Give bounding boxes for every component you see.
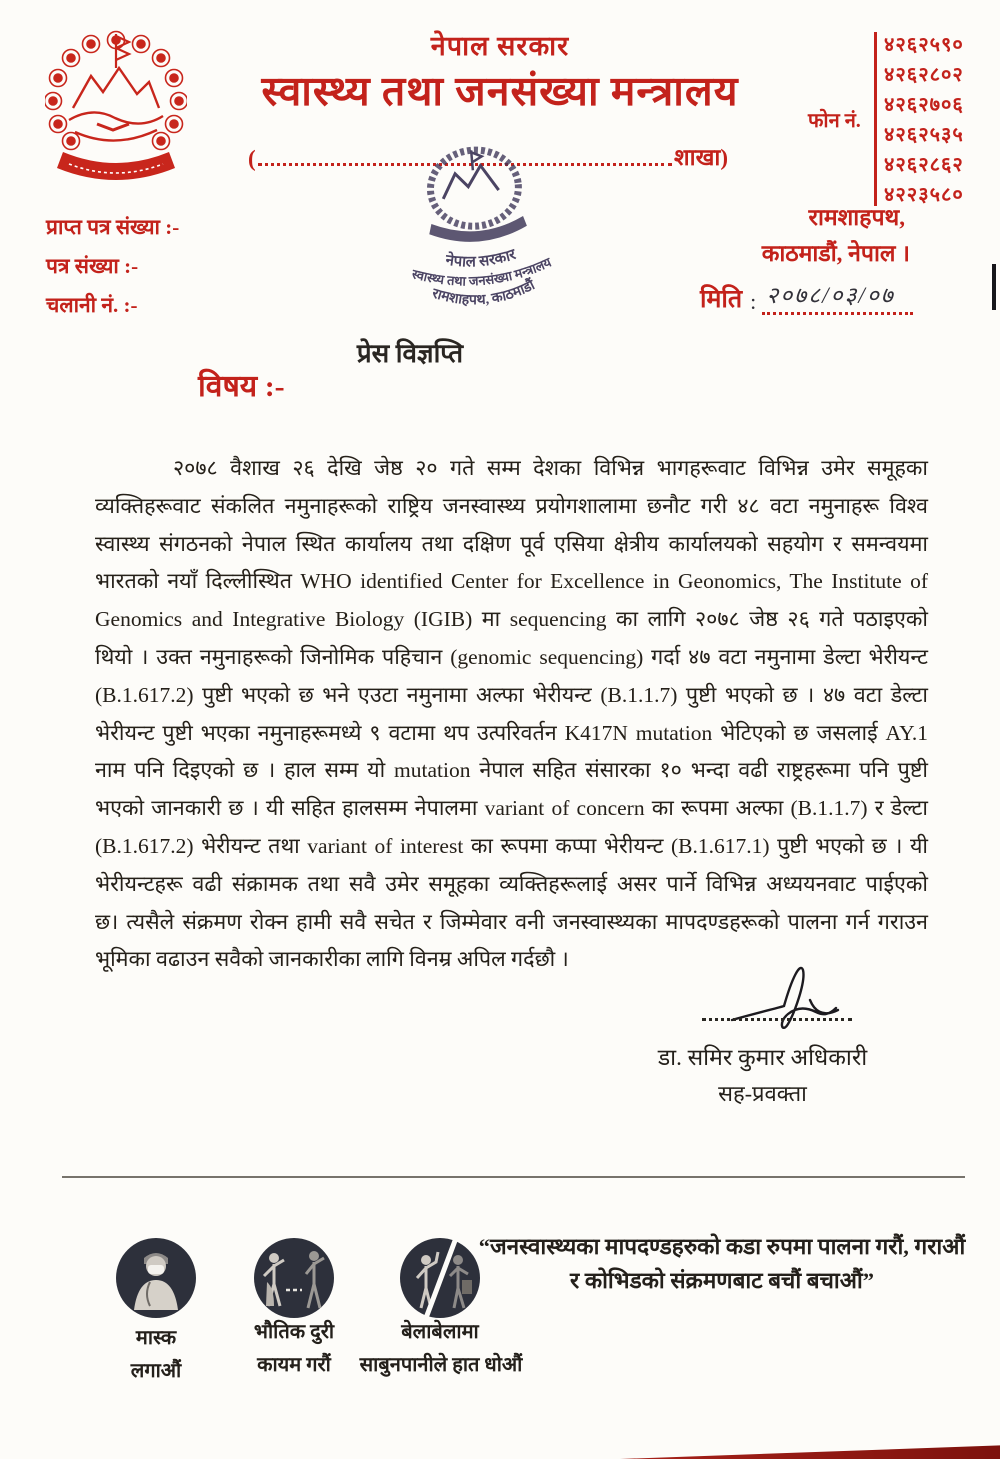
- mask-icon: [114, 1236, 198, 1320]
- stamp-line-1: नेपाल सरकार: [444, 246, 518, 271]
- signatory-name: डा. समिर कुमार अधिकारी: [657, 1045, 868, 1070]
- phone-number-list: [884, 30, 964, 210]
- covid-slogan-line1: “जनस्वास्थ्यका मापदण्डहरुको कडा रुपमा पालना गरौं, गराऔं: [478, 1234, 966, 1259]
- press-release-title: प्रेस विज्ञप्ति: [356, 339, 464, 368]
- body-line: भूमिका वढाउन सवैको जानकारीका लागि विनम्र अपिल गर्दछौ ।: [95, 947, 569, 972]
- footer-divider: [62, 1176, 965, 1178]
- phone-number: ४२६२७०६: [884, 94, 964, 116]
- ministry-name: स्वास्थ्य तथा जनसंख्या मन्त्रालय: [261, 68, 739, 114]
- signatory-designation: सह-प्रवक्ता: [718, 1081, 807, 1106]
- mask-caption: [96, 1322, 216, 1388]
- government-name: नेपाल सरकार: [430, 31, 570, 61]
- branch-open-paren: (: [248, 146, 256, 171]
- caption-line: मास्क: [135, 1327, 177, 1349]
- body-line: छ। त्यसैले संक्रमण रोक्न हामी सवै सचेत र जिम्मेवार वनी जनस्वास्थ्यका मापदण्डहरूको पालना गर्न गराउन: [95, 909, 928, 934]
- handwash-caption-line1: बेलाबेलामा: [401, 1321, 479, 1343]
- body-line: (B.1.617.2) पुष्टी भएको छ भने एउटा नमुनामा अल्फा भेरीयन्ट (B.1.1.7) पुष्टी भएको छ । ४७ वटा डेल्टा: [95, 682, 928, 707]
- caption-line: भौतिक दुरी: [253, 1321, 335, 1343]
- ministry-stamp: [372, 128, 583, 330]
- caption-line: कायम गरौं: [257, 1354, 331, 1376]
- body-line: २०७८ वैशाख २६ देखि जेष्ठ २० गते सम्म देशका विभिन्न भागहरूवाट विभिन्न उमेर समूहका: [173, 456, 928, 480]
- covid-slogan-line2: र कोभिडको संक्रमणबाट बचौं बचाऔं”: [570, 1268, 874, 1293]
- scan-bottom-artifact: [620, 1443, 1000, 1459]
- phone-number: ४२६२८०२: [884, 64, 964, 86]
- body-line: नाम पनि दिइएको छ । हाल सम्म यो mutation नेपाल सहित संसारका १० भन्दा वढी राष्ट्रहरूमा पनि पुष्टी: [95, 758, 928, 783]
- phone-number: ४२६२८६२: [884, 154, 964, 176]
- date-label: मिति: [700, 286, 743, 313]
- body-line: (B.1.617.2) भेरीयन्ट तथा variant of interest का रूपमा कप्पा भेरीयन्ट (B.1.617.1) पुष्टी भएको छ । यी: [95, 833, 928, 858]
- date-value: २०७८/०३/०७: [762, 278, 912, 315]
- phone-divider-line: [874, 32, 877, 206]
- body-line: भेरीयन्टहरू वढी संक्रामक तथा सवै उमेर समूहका व्यक्तिहरूलाई असर पार्ने विभिन्न अध्ययनवाट पाईएको: [95, 871, 928, 896]
- body-line: भेरीयन्ट पुष्टी भएका नमुनाहरूमध्ये ९ वटामा थप उत्परिवर्तन K417N mutation भेटिएको छ जसलाई AY.1: [95, 720, 928, 745]
- date-colon: :: [750, 289, 757, 314]
- letter-no-label: पत्र संख्या :-: [46, 254, 139, 278]
- stamp-line-3: रामशाहपथ, काठमाडौं: [430, 278, 538, 309]
- date-row: [700, 278, 913, 315]
- branch-label: शाखा): [673, 145, 728, 170]
- address-line-2: काठमाडौं, नेपाल ।: [761, 241, 910, 266]
- address-line-1: रामशाहपथ,: [808, 205, 905, 230]
- stamp-line-2: स्वास्थ्य तथा जनसंख्या मन्त्रालय: [410, 254, 554, 289]
- phone-label: फोन नं.: [808, 110, 861, 132]
- dispatch-no-label: चलानी नं. :-: [46, 293, 138, 317]
- body-line: Genomics and Integrative Biology (IGIB) मा sequencing का लागि २०७८ जेष्ठ २६ गते पठाइएको: [95, 607, 928, 632]
- handwash-caption-line2: साबुनपानीले हात धोऔं: [359, 1354, 523, 1376]
- body-line: थियो । उक्त नमुनाहरूको जिनोमिक पहिचान (genomic sequencing) गर्दा ४७ वटा नमुनामा डेल्टा भेरीयन्ट: [95, 644, 928, 669]
- handwash-icon: [398, 1236, 482, 1320]
- body-line: व्यक्तिहरूवाट संकलित नमुनाहरूको राष्ट्रिय जनस्वास्थ्य प्रयोगशालामा छनौट गरी ४८ वटा नमुनाहरू विश्व: [95, 493, 928, 518]
- phone-number: ४२६२५९०: [884, 34, 964, 56]
- received-letter-no-label: प्राप्त पत्र संख्या :-: [46, 215, 180, 239]
- body-line: भारतको नयाँ दिल्लीस्थित WHO identified Center for Excellence in Geonomics, The Institute of: [95, 569, 928, 594]
- body-line: भएको जानकारी छ । यी सहित हालसम्म नेपालमा variant of concern का रूपमा अल्फा (B.1.1.7) र डेल्टा: [95, 796, 928, 821]
- signature-dotted-line: [702, 1018, 852, 1021]
- body-paragraph: [95, 450, 928, 979]
- caption-line: लगाऔं: [130, 1360, 182, 1382]
- subject-label: विषय :-: [198, 370, 285, 403]
- signature-scribble: [726, 962, 856, 1040]
- scan-edge-artifact: [992, 264, 996, 310]
- distance-icon: [252, 1236, 336, 1320]
- phone-number: ४२६२५३५: [884, 124, 964, 146]
- body-line: स्वास्थ्य संगठनको नेपाल स्थित कार्यालय तथा दक्षिण पूर्व एसिया क्षेत्रीय कार्यालयको सहयोग र समन्वयमा: [95, 531, 928, 556]
- phone-number: ४२२३५८०: [884, 184, 964, 206]
- reference-block: [46, 208, 179, 325]
